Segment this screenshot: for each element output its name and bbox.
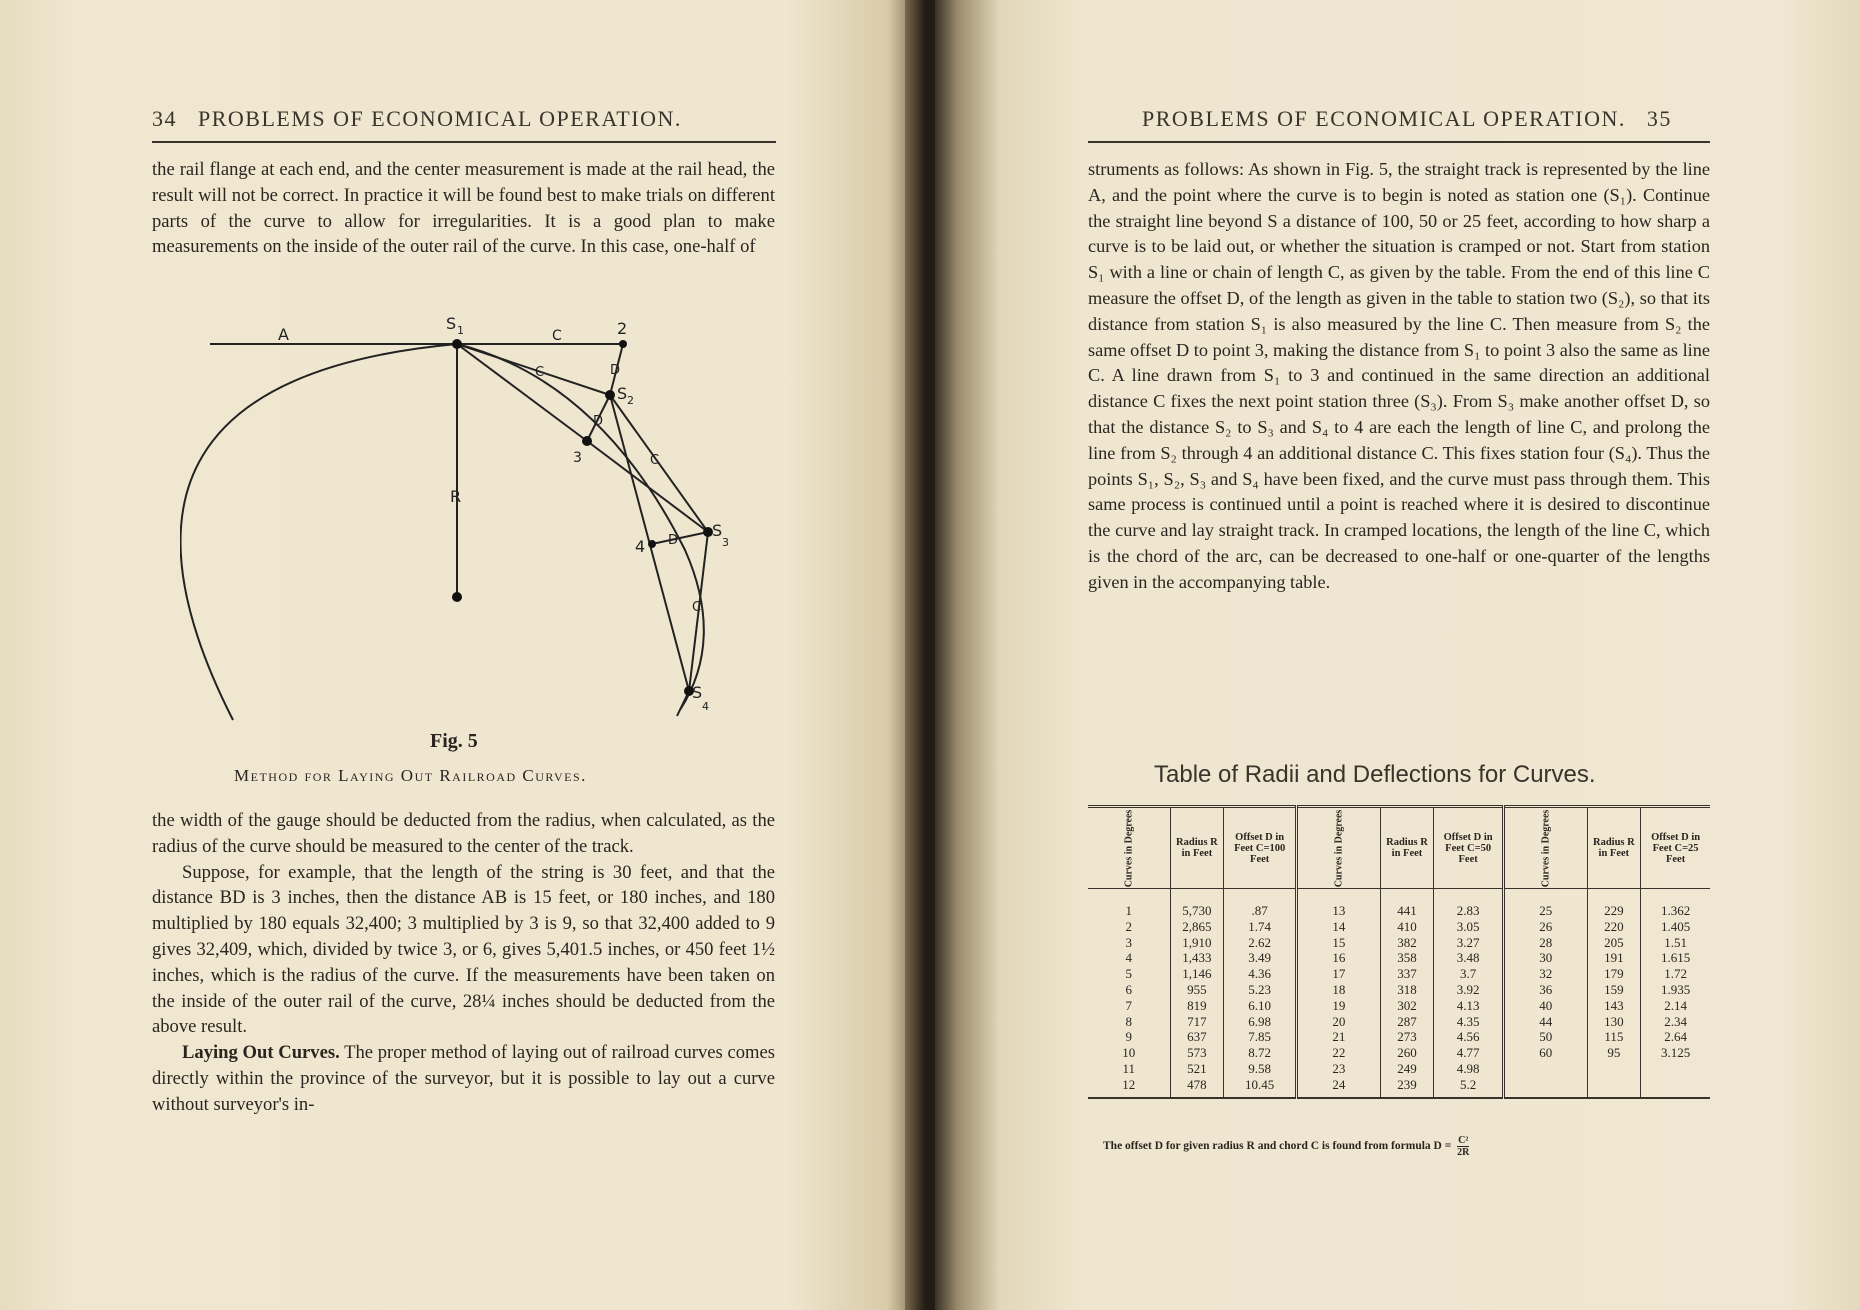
table-cell: 16 (1297, 950, 1381, 966)
label-4: 4 (635, 537, 646, 556)
label-s1-sub: 1 (457, 324, 464, 337)
table-cell: 229 (1587, 889, 1641, 919)
label-2: 2 (617, 319, 628, 338)
radius-end-dot (452, 592, 462, 602)
table-row (1088, 1061, 1710, 1077)
table-cell: 24 (1297, 1077, 1381, 1098)
table-cell: 95 (1587, 1045, 1641, 1061)
table-cell: 36 (1503, 982, 1587, 998)
formula-fraction (1457, 1135, 1469, 1158)
table-cell (1641, 1077, 1710, 1098)
table-cell: 21 (1297, 1029, 1381, 1045)
formula-denominator: 2R (1457, 1147, 1470, 1158)
table-cell: 1 (1088, 889, 1170, 919)
label-c1: C (535, 365, 545, 380)
formula-numerator: C² (1458, 1135, 1469, 1146)
table-cell: 1,910 (1170, 935, 1224, 951)
outer-curve-arc (180, 344, 457, 720)
table-row (1088, 1077, 1710, 1098)
table-cell: 32 (1503, 966, 1587, 982)
col-header-radius: Radius R in Feet (1587, 807, 1641, 889)
table-cell: 17 (1297, 966, 1381, 982)
station-s2-dot (605, 390, 615, 400)
point-2-dot (619, 340, 627, 348)
chord-s1-3 (457, 344, 587, 441)
right-paragraph (1088, 157, 1710, 596)
paragraph: Suppose, for example, that the length of the string is 30 feet, and that the distance BD is 3 inches, then the distance AB is 15 feet, or 180 inches, and 180 multiplied by 180 equals 32,400; 3 multiplied by 3 is 9, so that 32,400 added to 9 gives 32,409, which, divided by twice 3, or 6, gives 5,401.5 inches, or 450 feet 1½ inches, which is the radius of the curve. If the measurements have been taken on the inside of the outer rail of the curve, 28¼ inches should be deducted from the above result. (152, 861, 775, 1038)
table-cell: 6.98 (1224, 1014, 1297, 1030)
table-cell: 22 (1297, 1045, 1381, 1061)
table-cell: 4.56 (1434, 1029, 1504, 1045)
chord-s1-s2 (457, 344, 610, 395)
table-cell: 3.125 (1660, 1045, 1691, 1061)
label-c-top: C (552, 328, 562, 344)
table-row (1088, 889, 1710, 919)
point-4-dot (648, 540, 656, 548)
table-cell: 30 (1503, 950, 1587, 966)
table-row (1088, 919, 1710, 935)
label-s4-sub: 4 (702, 700, 709, 713)
table-cell: 358 (1380, 950, 1434, 966)
table-cell: 410 (1380, 919, 1434, 935)
paragraph: the rail flange at each end, and the center measurement is made at the rail head, the result will not be correct. In practice it will be found best to make trials on different parts of the curve to allow for irregularities. It is a good plan to make measurements on the inside of the outer rail of the curve. In this case, one-half of (152, 159, 775, 258)
table-cell: 4.77 (1434, 1045, 1504, 1061)
table-cell: 143 (1587, 998, 1641, 1014)
table-cell: 5.2 (1434, 1077, 1504, 1098)
table-cell: 40 (1503, 998, 1587, 1014)
table-cell: 1.74 (1224, 919, 1297, 935)
table-cell: 1,433 (1170, 950, 1224, 966)
radii-table (1088, 805, 1710, 1099)
table-cell: 3 (1088, 935, 1170, 951)
table-row (1088, 966, 1710, 982)
table-cell: 1.405 (1660, 918, 1691, 934)
table-cell: 26 (1503, 919, 1587, 935)
table-cell: 4.98 (1434, 1061, 1504, 1077)
table-cell: 382 (1380, 935, 1434, 951)
table-cell: 521 (1170, 1061, 1224, 1077)
table-cell: 4.35 (1434, 1014, 1504, 1030)
table-cell: 9.58 (1224, 1061, 1297, 1077)
col-header-radius: Radius R in Feet (1380, 807, 1434, 889)
table-cell: 205 (1587, 935, 1641, 951)
table-cell: 1,146 (1170, 966, 1224, 982)
paragraph-laying-out (152, 1040, 775, 1117)
label-c3: C (692, 600, 702, 615)
table-cell: 11 (1088, 1061, 1170, 1077)
table-cell: 318 (1380, 982, 1434, 998)
table-cell: 302 (1380, 998, 1434, 1014)
formula-text: The offset D for given radius R and chord C is found from formula D = (1103, 1140, 1452, 1153)
table-cell: 3.48 (1434, 950, 1504, 966)
left-paragraph-top (152, 157, 775, 260)
col-header-degrees: Curves in Degrees (1088, 807, 1170, 889)
table-cell: 2.62 (1224, 935, 1297, 951)
table-cell: 19 (1297, 998, 1381, 1014)
table-cell: 2 (1088, 919, 1170, 935)
label-d2: D (593, 414, 604, 429)
table-cell: 4.36 (1224, 966, 1297, 982)
curve-figure (180, 300, 740, 730)
table-row (1088, 935, 1710, 951)
table-cell: .87 (1224, 889, 1297, 919)
table-cell: 1.51 (1664, 934, 1687, 950)
table-cell: 2,865 (1170, 919, 1224, 935)
col-header-offset-25: Offset D in Feet C=25 Feet (1641, 807, 1710, 889)
table-cell: 2.64 (1664, 1029, 1687, 1045)
label-d-top: D (610, 363, 621, 378)
table-cell: 273 (1380, 1029, 1434, 1045)
table-row (1088, 982, 1710, 998)
col-header-degrees: Curves in Degrees (1297, 807, 1381, 889)
right-running-head: PROBLEMS OF ECONOMICAL OPERATION. 35 (1142, 106, 1672, 131)
table-cell: 3.49 (1224, 950, 1297, 966)
table-cell: 12 (1088, 1077, 1170, 1098)
figure-caption: Method for Laying Out Railroad Curves. (234, 766, 587, 785)
paragraph: struments as follows: As shown in Fig. 5, the straight track is represented by the line A, and the point where the curve is to begin is noted as station one (S₁). Continue the straight line beyond S a distance of 100, 50 or 25 feet, according to how sharp a curve is to be laid out, or whether the situation is cramped or not. Start from station S₁ with a line or chain of length C, as given by the table. From the end of this line C measure the offset D, of the length as given in the table to station two (S₂), so that its distance from station S₁ is also measured by the line C. Then measure from S₂ the same offset D to point 3, making the distance from S₁ to point 3 also the same as line C. A line drawn from S₁ to 3 and continued in the same direction an additional distance C fixes the next point station three (S₃). From S₃ make another offset D, so that the distance S₂ to S₃ and S₄ to 4 are each the length of line C, and prolong the line from S₂ through 4 an additional distance C. This fixes station four (S₄). Thus the points S₁, S₂, S₃ and S₄ have been fixed, and the curve must pass through them. This same process is continued until a point is reached where it is desired to discontinue the curve and lay straight track. In cramped locations, the length of the line C, which is the chord of the arc, can be decreased to one-half or one-quarter of the lengths given in the accompanying table. (1088, 159, 1710, 592)
table-cell: 44 (1503, 1014, 1587, 1030)
table-cell: 6 (1088, 982, 1170, 998)
table-cell: 3.27 (1434, 935, 1504, 951)
inner-curve-arc (457, 344, 704, 710)
table-cell: 1.362 (1660, 903, 1691, 918)
table-cell: 60 (1503, 1045, 1587, 1061)
table-cell: 6.10 (1224, 998, 1297, 1014)
label-a: A (278, 325, 289, 344)
col-header-degrees: Curves in Degrees (1503, 807, 1587, 889)
table-cell: 1.615 (1660, 950, 1691, 966)
station-s1-dot (452, 339, 462, 349)
table-cell: 28 (1503, 935, 1587, 951)
line-3-s3 (587, 441, 708, 532)
left-head-rule (152, 141, 776, 143)
label-s1: S (446, 314, 457, 333)
table-cell: 5,730 (1170, 889, 1224, 919)
table-cell: 5 (1088, 966, 1170, 982)
table-cell: 2.14 (1664, 997, 1687, 1013)
table-cell: 1.72 (1664, 966, 1687, 982)
left-page (0, 0, 925, 1310)
table-cell: 159 (1587, 982, 1641, 998)
table-cell: 287 (1380, 1014, 1434, 1030)
table-cell: 13 (1297, 889, 1381, 919)
label-s2-sub: 2 (627, 394, 634, 407)
table-row (1088, 950, 1710, 966)
label-d3: D (668, 533, 679, 548)
table-cell: 50 (1503, 1029, 1587, 1045)
label-s2: S (617, 384, 628, 403)
table-cell: 573 (1170, 1045, 1224, 1061)
table-cell: 637 (1170, 1029, 1224, 1045)
table-cell: 8 (1088, 1014, 1170, 1030)
table-row (1088, 998, 1710, 1014)
table-cell: 115 (1587, 1029, 1641, 1045)
table-cell: 249 (1380, 1061, 1434, 1077)
table-cell: 3.92 (1434, 982, 1504, 998)
table-cell: 15 (1297, 935, 1381, 951)
table-cell: 10.45 (1224, 1077, 1297, 1098)
table-row (1088, 1029, 1710, 1045)
table-cell: 4.13 (1434, 998, 1504, 1014)
paragraph-text: The proper method of laying out of railroad curves comes directly within the province of the surveyor, but it is possible to lay out a curve without surveyor's in- (152, 1042, 775, 1115)
figure-label: Fig. 5 (430, 730, 478, 752)
table-cell (1503, 1061, 1587, 1077)
table-cell: 5.23 (1224, 982, 1297, 998)
table-cell (1587, 1077, 1641, 1098)
table-cell: 1.935 (1660, 981, 1691, 997)
table-cell: 8.72 (1224, 1045, 1297, 1061)
table-cell (1641, 1061, 1710, 1077)
table-cell: 130 (1587, 1014, 1641, 1030)
table-title: Table of Radii and Deflections for Curves. (1154, 761, 1596, 788)
table-cell: 191 (1587, 950, 1641, 966)
table-cell: 955 (1170, 982, 1224, 998)
table-body (1088, 889, 1710, 1098)
label-3: 3 (573, 450, 582, 466)
left-paragraphs-bottom (152, 808, 775, 1118)
col-header-radius: Radius R in Feet (1170, 807, 1224, 889)
table-cell: 14 (1297, 919, 1381, 935)
table-cell: 441 (1380, 889, 1434, 919)
table-cell: 260 (1380, 1045, 1434, 1061)
table-cell: 2.34 (1664, 1013, 1687, 1029)
table-cell: 478 (1170, 1077, 1224, 1098)
table-cell: 25 (1503, 889, 1587, 919)
table-cell: 179 (1587, 966, 1641, 982)
table-cell: 239 (1380, 1077, 1434, 1098)
col-header-offset-100: Offset D in Feet C=100 Feet (1224, 807, 1297, 889)
table-cell: 3.7 (1434, 966, 1504, 982)
table-header-row (1088, 807, 1710, 889)
label-s3: S (712, 521, 723, 540)
label-r: R (450, 487, 462, 506)
table-cell: 18 (1297, 982, 1381, 998)
label-s4: S (692, 683, 703, 702)
left-running-head: 34 PROBLEMS OF ECONOMICAL OPERATION. (152, 106, 682, 131)
table-cell: 9 (1088, 1029, 1170, 1045)
label-c2: C (650, 453, 660, 468)
table-cell: 220 (1587, 919, 1641, 935)
table-cell: 3.05 (1434, 919, 1504, 935)
table-row (1088, 1014, 1710, 1030)
table-cell: 7.85 (1224, 1029, 1297, 1045)
table-cell: 4 (1088, 950, 1170, 966)
right-head-rule (1088, 141, 1710, 143)
table-cell: 10 (1088, 1045, 1170, 1061)
table-cell: 2.83 (1434, 889, 1504, 919)
formula-note (1103, 1135, 1469, 1158)
point-3-dot (582, 436, 592, 446)
table-row (1088, 1045, 1710, 1061)
table-cell: 337 (1380, 966, 1434, 982)
table-cell (1587, 1061, 1641, 1077)
table-cell: 7 (1088, 998, 1170, 1014)
table-cell: 819 (1170, 998, 1224, 1014)
table-cell (1503, 1077, 1587, 1098)
table-cell: 717 (1170, 1014, 1224, 1030)
table-cell: 20 (1297, 1014, 1381, 1030)
run-in-heading: Laying Out Curves. (182, 1042, 340, 1064)
col-header-offset-50: Offset D in Feet C=50 Feet (1434, 807, 1504, 889)
paragraph: the width of the gauge should be deducted from the radius, when calculated, as the radius of the curve should be measured to the center of the track. (152, 810, 775, 857)
label-s3-sub: 3 (722, 536, 729, 549)
table-cell: 23 (1297, 1061, 1381, 1077)
